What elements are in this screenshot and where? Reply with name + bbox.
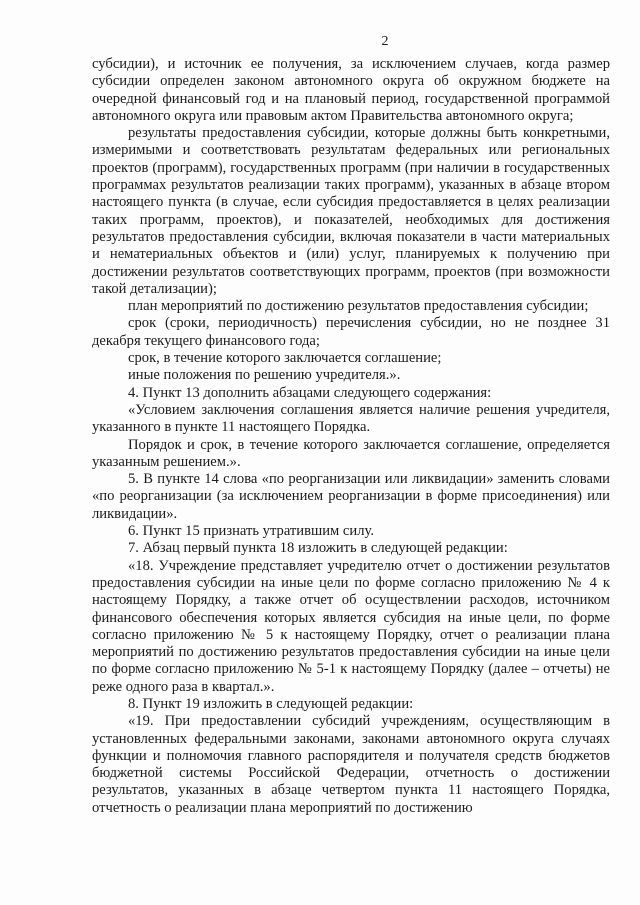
paragraph: 7. Абзац первый пункта 18 изложить в следующей редакции: — [128, 540, 508, 557]
paragraph: 4. Пункт 13 дополнить абзацами следующего содержания: — [128, 384, 492, 401]
paragraph: результаты предоставления субсидии, которые должны быть конкретными, измеримыми и соответствовать результатам федеральных или региональных проектов (программ), государственных программ (при наличии в государственных программах результатов реализации таких программ), указанных в абзаце втором настоящего пункта (в случае, если субсидия предоставляется в целях реализации таких программ, проектов), и показателей, необходимых для достижения результатов предоставления субсидии, включая показатели в части материальных и нематериальных объектов и (или) услуг, планируемых к получению при достижении результатов соответствующих программ, проектов (при возможности такой детализации); — [92, 125, 610, 297]
paragraph: «19. При предоставлении субсидий учреждениям, осуществляющим в установленных федеральными законами, законами автономного округа случаях функции и полномочия главного распорядителя и получателя средств бюджетов бюджетной системы Российской Федерации, отчетность о достижении результатов, указанных в абзаце четвертом пункта 11 настоящего Порядка, отчетность о реализации плана мероприятий по достижению — [92, 713, 610, 816]
paragraph: «18. Учреждение представляет учредителю отчет о достижении результатов предоставления субсидии на иные цели по форме согласно приложению № 4 к настоящему Порядку, а также отчет об осуществлении расходов, источником финансового обеспечения которых является субсидия на иные цели, по форме согласно приложению № 5 к настоящему Порядку, отчет о реализации плана мероприятий по достижению результатов предоставления субсидии на иные цели по форме согласно приложению № 5-1 к настоящему Порядку (далее – отчеты) не реже одного раза в квартал.». — [92, 557, 610, 695]
paragraph: «Условием заключения соглашения является наличие решения учредителя, указанного в пункте 11 настоящего Порядка. — [92, 401, 610, 436]
paragraph: иные положения по решению учредителя.». — [128, 367, 401, 384]
paragraph: срок (сроки, периодичность) перечисления субсидии, но не позднее 31 декабря текущего финансового года; — [92, 315, 610, 349]
paragraph: 5. В пункте 14 слова «по реорганизации или ликвидации» заменить словами «по реорганизации (за исключением реорганизации в форме присоединения) или ликвидации». — [92, 471, 610, 522]
paragraph: план мероприятий по достижению результатов предоставления субсидии; — [128, 298, 589, 315]
page-number: 2 — [381, 34, 389, 49]
paragraph: 8. Пункт 19 изложить в следующей редакции: — [128, 695, 414, 712]
paragraph: 6. Пункт 15 признать утратившим силу. — [128, 523, 374, 540]
paragraph: срок, в течение которого заключается соглашение; — [128, 350, 442, 367]
paragraph: Порядок и срок, в течение которого заключается соглашение, определяется указанным решением.». — [92, 436, 610, 470]
document-body — [92, 56, 610, 817]
paragraph: субсидии), и источник ее получения, за исключением случаев, когда размер субсидии определен законом автономного округа об окружном бюджете на очередной финансовый год и на плановый период, государственной программой автономного округа или правовым актом Правительства автономного округа; — [92, 56, 610, 124]
